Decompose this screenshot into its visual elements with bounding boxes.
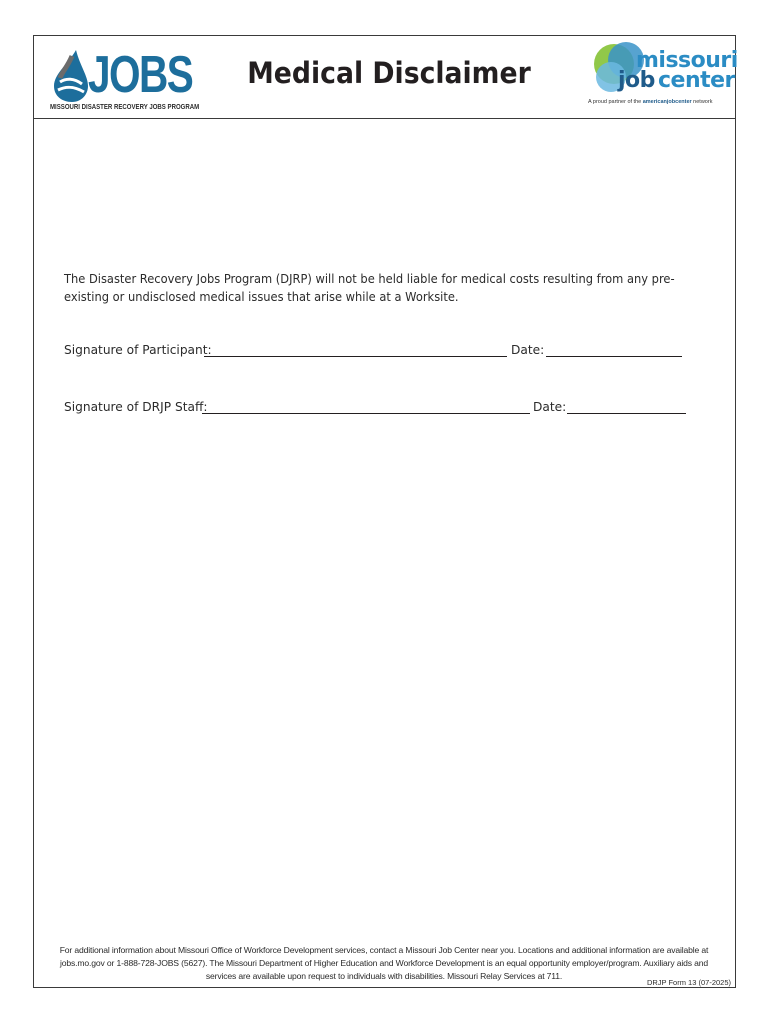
participant-date-row xyxy=(511,343,544,357)
logo-tagline xyxy=(588,99,712,105)
staff-signature-field[interactable] xyxy=(202,413,530,414)
participant-signature-field[interactable] xyxy=(204,356,507,357)
logo-word-job: job xyxy=(618,68,655,93)
jobs-logo-wordmark: JOBS xyxy=(88,46,193,104)
staff-date-field[interactable] xyxy=(567,413,686,414)
staff-signature-label: Signature of DRJP Staff: xyxy=(64,400,208,414)
document-frame xyxy=(33,35,736,988)
missouri-job-center-logo xyxy=(574,40,738,114)
water-drop-icon xyxy=(48,48,92,104)
footer-contact-text: For additional information about Missouri Office of Workforce Development services, contact a Missouri Job Center near you. Locations and additional information are available at jobs.mo.gov or 1-888-728-JOBS (5627). The Missouri Department of Higher Education and Workforce Development is an equal opportunity employer/program. Auxiliary aids and services are available upon request to individuals with disabilities. Missouri Relay Services at 711. xyxy=(59,945,709,981)
staff-date-label: Date: xyxy=(533,400,567,414)
staff-date-row xyxy=(533,400,566,414)
form-number: DRJP Form 13 (07-2025) xyxy=(646,978,731,987)
participant-date-field[interactable] xyxy=(546,356,682,357)
jobs-logo-subtitle: MISSOURI DISASTER RECOVERY JOBS PROGRAM xyxy=(50,102,200,111)
page-title: Medical Disclaimer xyxy=(247,56,531,90)
tagline-brand: americanjobcenter xyxy=(642,99,692,105)
tagline-prefix: A proud partner of the xyxy=(588,99,643,105)
document-header xyxy=(34,36,738,119)
jobs-program-logo xyxy=(48,46,200,114)
tagline-suffix: network xyxy=(691,99,713,105)
staff-signature-row xyxy=(64,400,207,414)
logo-word-missouri: missouri xyxy=(636,48,738,73)
participant-date-label: Date: xyxy=(511,343,545,357)
disclaimer-statement: The Disaster Recovery Jobs Program (DJRP) will not be held liable for medical costs resulting from any pre-existing or undisclosed medical issues that arise while at a Worksite. xyxy=(64,272,675,304)
logo-word-center: center xyxy=(658,68,735,93)
participant-signature-label: Signature of Participant: xyxy=(64,343,212,357)
participant-signature-row xyxy=(64,343,212,357)
